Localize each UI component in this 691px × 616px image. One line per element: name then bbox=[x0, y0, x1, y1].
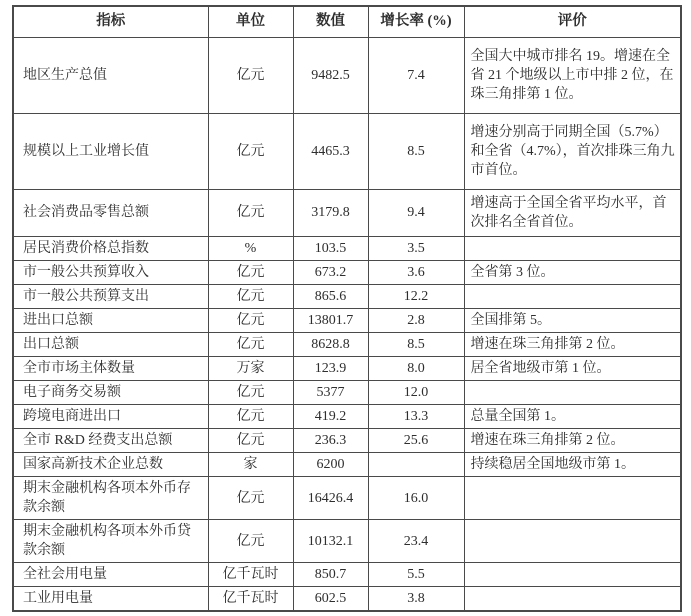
growth-cell: 9.4 bbox=[368, 189, 464, 236]
unit-cell: 亿元 bbox=[208, 429, 293, 453]
table-row bbox=[13, 333, 681, 357]
value-cell: 3179.8 bbox=[293, 189, 368, 236]
evaluation-cell bbox=[464, 587, 681, 612]
value-cell: 123.9 bbox=[293, 357, 368, 381]
value-cell: 13801.7 bbox=[293, 309, 368, 333]
indicator-cell: 居民消费价格总指数 bbox=[13, 236, 208, 260]
growth-cell: 8.0 bbox=[368, 357, 464, 381]
growth-cell: 7.4 bbox=[368, 37, 464, 113]
unit-cell: 家 bbox=[208, 453, 293, 477]
header-indicator: 指标 bbox=[13, 6, 208, 37]
table-row bbox=[13, 357, 681, 381]
indicator-cell: 跨境电商进出口 bbox=[13, 405, 208, 429]
header-row bbox=[13, 6, 681, 37]
value-cell: 16426.4 bbox=[293, 477, 368, 520]
table-row bbox=[13, 477, 681, 520]
value-cell: 5377 bbox=[293, 381, 368, 405]
value-cell: 673.2 bbox=[293, 261, 368, 285]
growth-cell: 2.8 bbox=[368, 309, 464, 333]
value-cell: 4465.3 bbox=[293, 113, 368, 189]
indicator-cell: 工业用电量 bbox=[13, 587, 208, 612]
table-row bbox=[13, 520, 681, 563]
evaluation-cell: 增速分别高于同期全国（5.7%）和全省（4.7%），首次排珠三角九市首位。 bbox=[464, 113, 681, 189]
table-row bbox=[13, 236, 681, 260]
growth-cell: 25.6 bbox=[368, 429, 464, 453]
table-row bbox=[13, 37, 681, 113]
evaluation-cell bbox=[464, 477, 681, 520]
evaluation-cell bbox=[464, 236, 681, 260]
indicator-cell: 国家高新技术企业总数 bbox=[13, 453, 208, 477]
indicator-cell: 出口总额 bbox=[13, 333, 208, 357]
table-row bbox=[13, 563, 681, 587]
indicator-cell: 规模以上工业增长值 bbox=[13, 113, 208, 189]
growth-cell: 16.0 bbox=[368, 477, 464, 520]
indicator-cell: 市一般公共预算收入 bbox=[13, 261, 208, 285]
evaluation-cell: 全国排第 5。 bbox=[464, 309, 681, 333]
unit-cell: 亿元 bbox=[208, 113, 293, 189]
unit-cell: % bbox=[208, 236, 293, 260]
unit-cell: 亿千瓦时 bbox=[208, 563, 293, 587]
table-row bbox=[13, 429, 681, 453]
header-value: 数值 bbox=[293, 6, 368, 37]
value-cell: 8628.8 bbox=[293, 333, 368, 357]
value-cell: 103.5 bbox=[293, 236, 368, 260]
evaluation-cell bbox=[464, 381, 681, 405]
header-evaluation: 评价 bbox=[464, 6, 681, 37]
value-cell: 419.2 bbox=[293, 405, 368, 429]
growth-cell: 3.5 bbox=[368, 236, 464, 260]
value-cell: 850.7 bbox=[293, 563, 368, 587]
growth-cell: 3.8 bbox=[368, 587, 464, 612]
indicator-cell: 地区生产总值 bbox=[13, 37, 208, 113]
evaluation-cell: 全国大中城市排名 19。增速在全省 21 个地级以上市中排 2 位，在珠三角排第 1 位。 bbox=[464, 37, 681, 113]
unit-cell: 亿元 bbox=[208, 285, 293, 309]
unit-cell: 亿元 bbox=[208, 520, 293, 563]
growth-cell: 12.2 bbox=[368, 285, 464, 309]
unit-cell: 亿元 bbox=[208, 405, 293, 429]
evaluation-cell: 增速在珠三角排第 2 位。 bbox=[464, 429, 681, 453]
evaluation-cell: 增速在珠三角排第 2 位。 bbox=[464, 333, 681, 357]
indicator-cell: 进出口总额 bbox=[13, 309, 208, 333]
value-cell: 10132.1 bbox=[293, 520, 368, 563]
header-growth-rate: 增长率 (%) bbox=[368, 6, 464, 37]
value-cell: 602.5 bbox=[293, 587, 368, 612]
growth-cell: 13.3 bbox=[368, 405, 464, 429]
growth-cell: 5.5 bbox=[368, 563, 464, 587]
table-row bbox=[13, 285, 681, 309]
indicator-cell: 社会消费品零售总额 bbox=[13, 189, 208, 236]
table-row bbox=[13, 113, 681, 189]
growth-cell: 8.5 bbox=[368, 333, 464, 357]
growth-cell bbox=[368, 453, 464, 477]
evaluation-cell: 增速高于全国全省平均水平，首次排名全省首位。 bbox=[464, 189, 681, 236]
growth-cell: 8.5 bbox=[368, 113, 464, 189]
unit-cell: 亿千瓦时 bbox=[208, 587, 293, 612]
statistics-table bbox=[12, 5, 682, 612]
indicator-cell: 市一般公共预算支出 bbox=[13, 285, 208, 309]
header-unit: 单位 bbox=[208, 6, 293, 37]
table-row bbox=[13, 405, 681, 429]
unit-cell: 亿元 bbox=[208, 309, 293, 333]
value-cell: 865.6 bbox=[293, 285, 368, 309]
table-row bbox=[13, 189, 681, 236]
value-cell: 6200 bbox=[293, 453, 368, 477]
indicator-cell: 全市市场主体数量 bbox=[13, 357, 208, 381]
evaluation-cell bbox=[464, 285, 681, 309]
unit-cell: 亿元 bbox=[208, 381, 293, 405]
table-row bbox=[13, 587, 681, 612]
unit-cell: 亿元 bbox=[208, 261, 293, 285]
indicator-cell: 电子商务交易额 bbox=[13, 381, 208, 405]
unit-cell: 亿元 bbox=[208, 37, 293, 113]
evaluation-cell: 全省第 3 位。 bbox=[464, 261, 681, 285]
indicator-cell: 全社会用电量 bbox=[13, 563, 208, 587]
evaluation-cell: 居全省地级市第 1 位。 bbox=[464, 357, 681, 381]
table-row bbox=[13, 309, 681, 333]
value-cell: 9482.5 bbox=[293, 37, 368, 113]
value-cell: 236.3 bbox=[293, 429, 368, 453]
indicator-cell: 期末金融机构各项本外币存款余额 bbox=[13, 477, 208, 520]
unit-cell: 万家 bbox=[208, 357, 293, 381]
table-row bbox=[13, 261, 681, 285]
growth-cell: 23.4 bbox=[368, 520, 464, 563]
evaluation-cell: 持续稳居全国地级市第 1。 bbox=[464, 453, 681, 477]
growth-cell: 12.0 bbox=[368, 381, 464, 405]
unit-cell: 亿元 bbox=[208, 333, 293, 357]
table-row bbox=[13, 453, 681, 477]
unit-cell: 亿元 bbox=[208, 189, 293, 236]
evaluation-cell bbox=[464, 520, 681, 563]
evaluation-cell bbox=[464, 563, 681, 587]
indicator-cell: 期末金融机构各项本外币贷款余额 bbox=[13, 520, 208, 563]
indicator-cell: 全市 R&D 经费支出总额 bbox=[13, 429, 208, 453]
table-row bbox=[13, 381, 681, 405]
evaluation-cell: 总量全国第 1。 bbox=[464, 405, 681, 429]
growth-cell: 3.6 bbox=[368, 261, 464, 285]
unit-cell: 亿元 bbox=[208, 477, 293, 520]
